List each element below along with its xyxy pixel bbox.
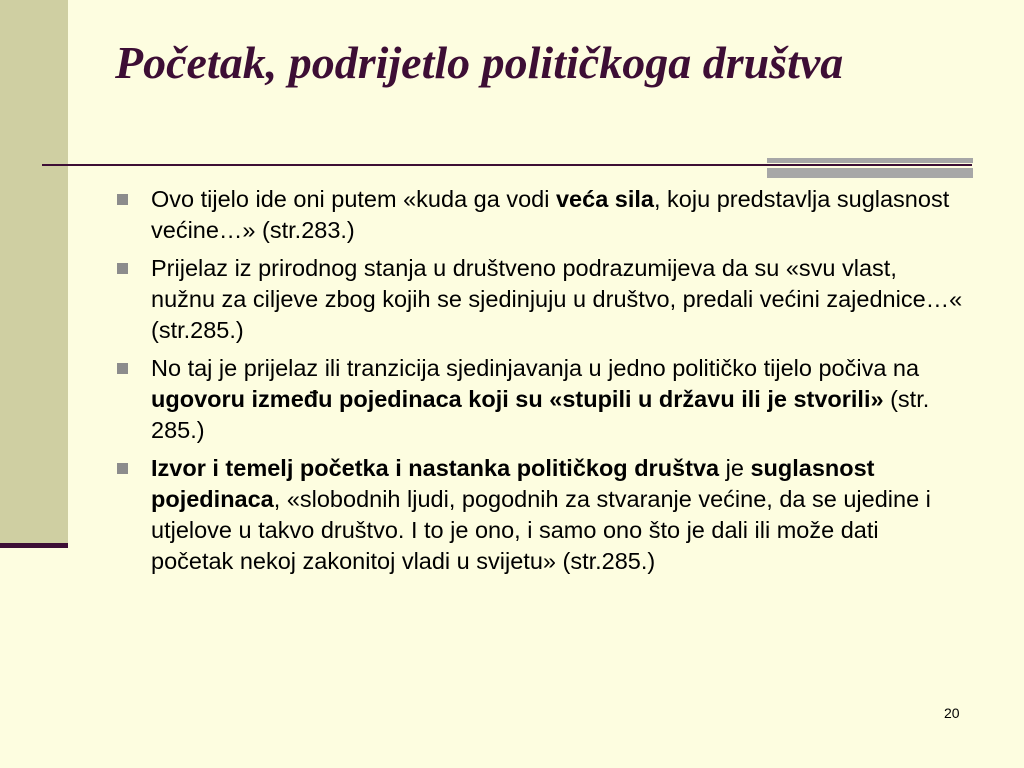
bullet-4-bold-2: suglasnost pojedinaca xyxy=(151,455,875,512)
bullet-1-bold: veća sila xyxy=(555,186,654,212)
title-divider xyxy=(42,164,972,166)
bullet-3-text: No taj je prijelaz ili tranzicija sjedinjavanja u jedno političko tijelo počiva na xyxy=(151,355,920,381)
bullet-1-text-end: , koju predstavlja suglasnost većine…» (str.283.) xyxy=(151,186,950,243)
left-decorative-band xyxy=(0,0,68,545)
left-band-underline xyxy=(0,543,68,548)
bullet-2-text: Prijelaz iz prirodnog stanja u društveno podrazumijeva da su «svu vlast, nužnu za ciljeve zbog kojih se sjedinjuju u društvo, predali većini zajednice…« (str.285.) xyxy=(151,255,963,343)
accent-bar-bottom xyxy=(767,168,973,178)
bullet-4-text-end: , «slobodnih ljudi, pogodnih za stvaranje većine, da se ujedine i utjelove u takvo društvo. I to je ono, i samo ono što je dali ili može dati početak nekoj zakonitoj vladi u svijetu» (str.285.) xyxy=(151,486,931,574)
accent-bar-top xyxy=(767,158,973,163)
bullet-list xyxy=(113,184,963,584)
square-bullet-icon xyxy=(117,463,128,474)
square-bullet-icon xyxy=(117,263,128,274)
bullet-item-4 xyxy=(113,453,963,577)
bullet-1-text: Ovo tijelo ide oni putem «kuda ga vodi xyxy=(151,186,556,212)
bullet-item-2 xyxy=(113,253,963,346)
bullet-3-bold: ugovoru između pojedinaca koji su «stupili u državu ili je stvorili» xyxy=(151,386,884,412)
bullet-item-1 xyxy=(113,184,963,246)
slide-title: Početak, podrijetlo političkoga društva xyxy=(115,37,844,88)
bullet-item-3 xyxy=(113,353,963,446)
square-bullet-icon xyxy=(117,363,128,374)
bullet-4-text: je xyxy=(719,455,751,481)
bullet-4-bold: Izvor i temelj početka i nastanka političkog društva xyxy=(151,455,720,481)
bullet-3-text-end: (str. 285.) xyxy=(151,386,930,443)
square-bullet-icon xyxy=(117,194,128,205)
page-number: 20 xyxy=(944,705,960,721)
